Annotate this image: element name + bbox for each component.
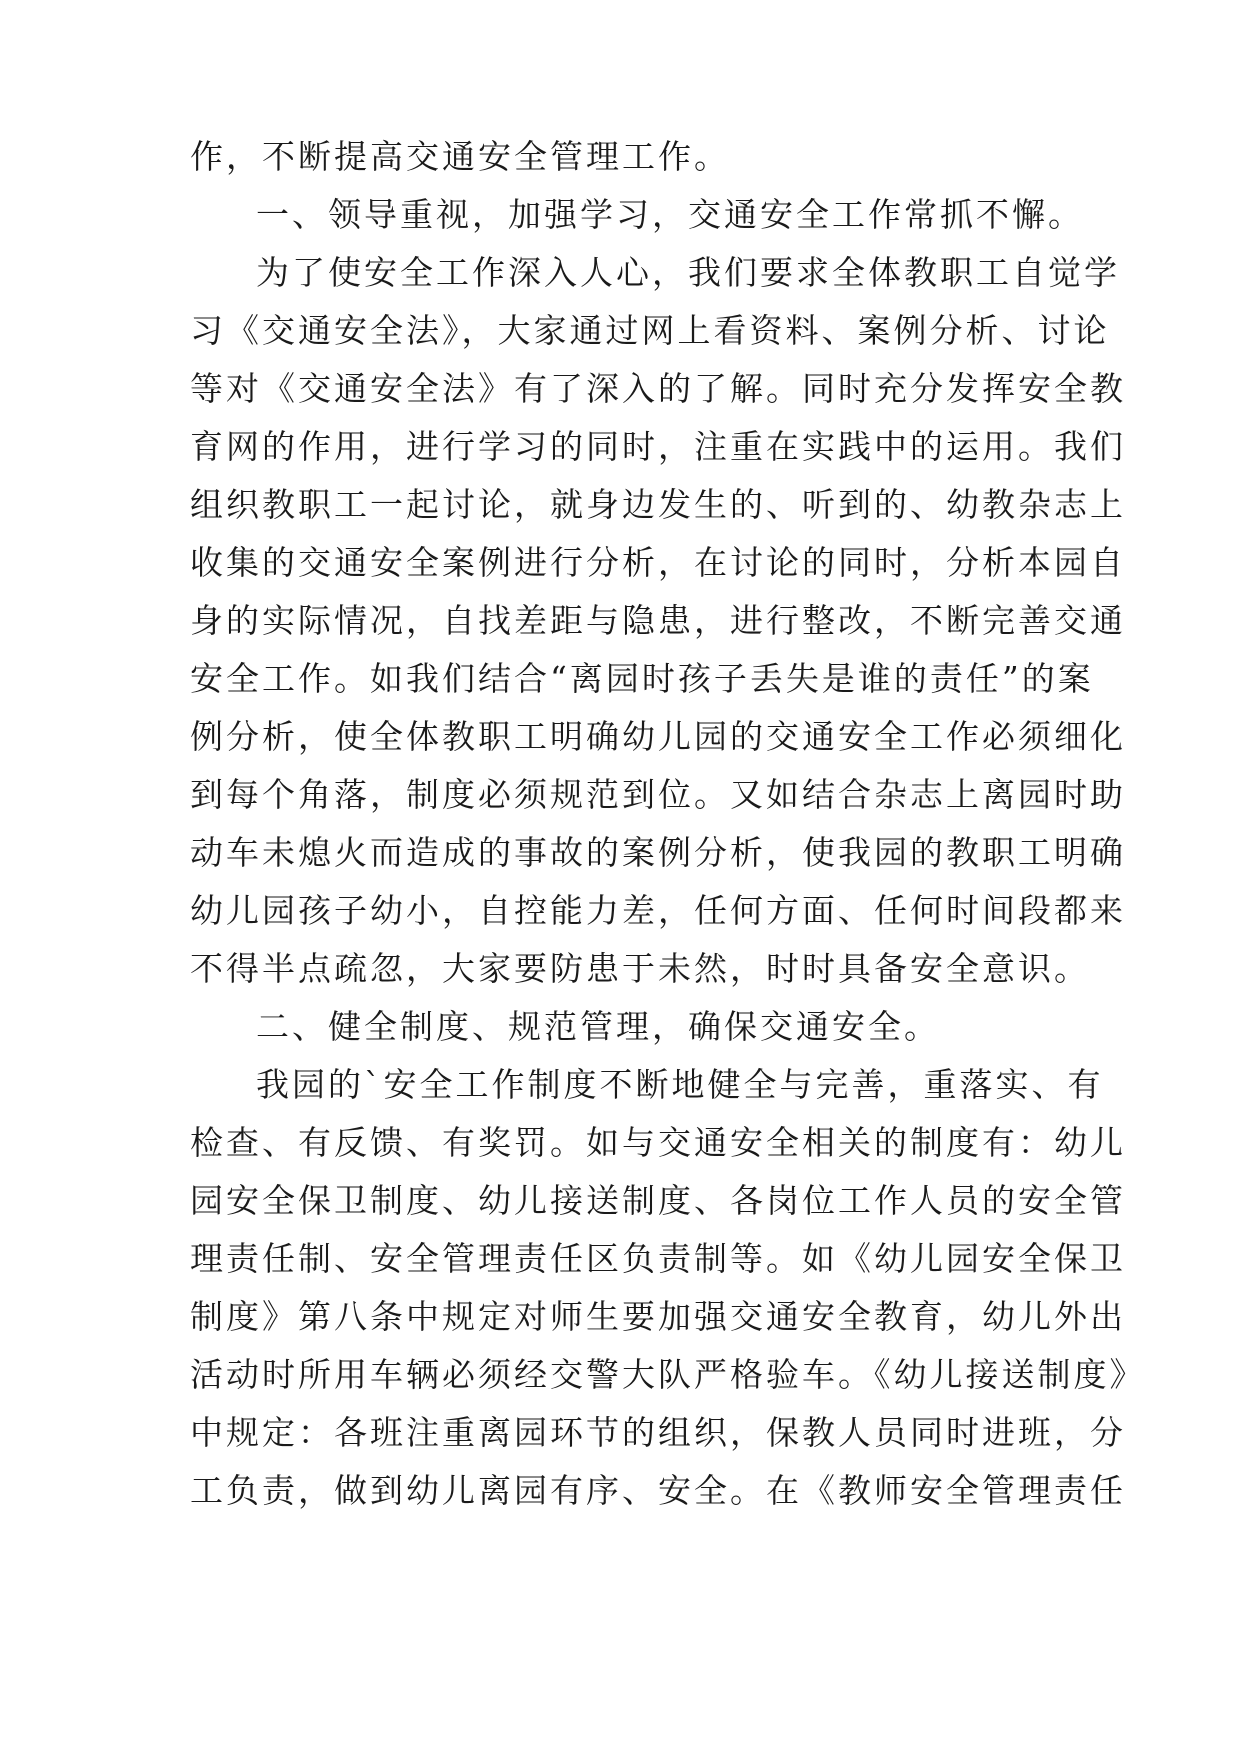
document-body xyxy=(190,128,1146,1520)
text-line: 例分析，使全体教职工明确幼儿园的交通安全工作必须细化 xyxy=(190,717,1126,756)
text-line: 一、领导重视，加强学习，交通安全工作常抓不懈。 xyxy=(256,195,1084,234)
text-line: 习《交通安全法》，大家通过网上看资料、案例分析、讨论 xyxy=(190,311,1110,350)
text-line: 动车未熄火而造成的事故的案例分析，使我园的教职工明确 xyxy=(190,833,1126,872)
text-line: 身的实际情况，自找差距与隐患，进行整改，不断完善交通 xyxy=(190,601,1126,640)
text-line: 组织教职工一起讨论，就身边发生的、听到的、幼教杂志上 xyxy=(190,485,1126,524)
text-line: 幼儿园孩子幼小，自控能力差，任何方面、任何时间段都来 xyxy=(190,891,1126,930)
text-line: 我园的`安全工作制度不断地健全与完善，重落实、有 xyxy=(256,1065,1104,1104)
text-line: 中规定：各班注重离园环节的组织，保教人员同时进班，分 xyxy=(190,1413,1126,1452)
text-line: 检查、有反馈、有奖罚。如与交通安全相关的制度有：幼儿 xyxy=(190,1123,1126,1162)
text-line: 工负责，做到幼儿离园有序、安全。在《教师安全管理责任 xyxy=(190,1471,1126,1510)
text-line: 二、健全制度、规范管理，确保交通安全。 xyxy=(256,1007,940,1046)
text-line: 为了使安全工作深入人心，我们要求全体教职工自觉学 xyxy=(256,253,1120,292)
text-line: 作，不断提高交通安全管理工作。 xyxy=(190,137,730,176)
text-line: 不得半点疏忽，大家要防患于未然，时时具备安全意识。 xyxy=(190,949,1090,988)
text-line: 收集的交通安全案例进行分析，在讨论的同时，分析本园自 xyxy=(190,543,1126,582)
text-line: 活动时所用车辆必须经交警大队严格验车。《幼儿接送制度》 xyxy=(190,1355,1146,1394)
text-line: 园安全保卫制度、幼儿接送制度、各岗位工作人员的安全管 xyxy=(190,1181,1126,1220)
text-line: 理责任制、安全管理责任区负责制等。如《幼儿园安全保卫 xyxy=(190,1239,1126,1278)
text-line: 安全工作。如我们结合“离园时孩子丢失是谁的责任”的案 xyxy=(190,659,1094,698)
text-line: 到每个角落，制度必须规范到位。又如结合杂志上离园时助 xyxy=(190,775,1126,814)
text-line: 制度》第八条中规定对师生要加强交通安全教育，幼儿外出 xyxy=(190,1297,1126,1336)
text-line: 育网的作用，进行学习的同时，注重在实践中的运用。我们 xyxy=(190,427,1126,466)
text-line: 等对《交通安全法》有了深入的了解。同时充分发挥安全教 xyxy=(190,369,1126,408)
